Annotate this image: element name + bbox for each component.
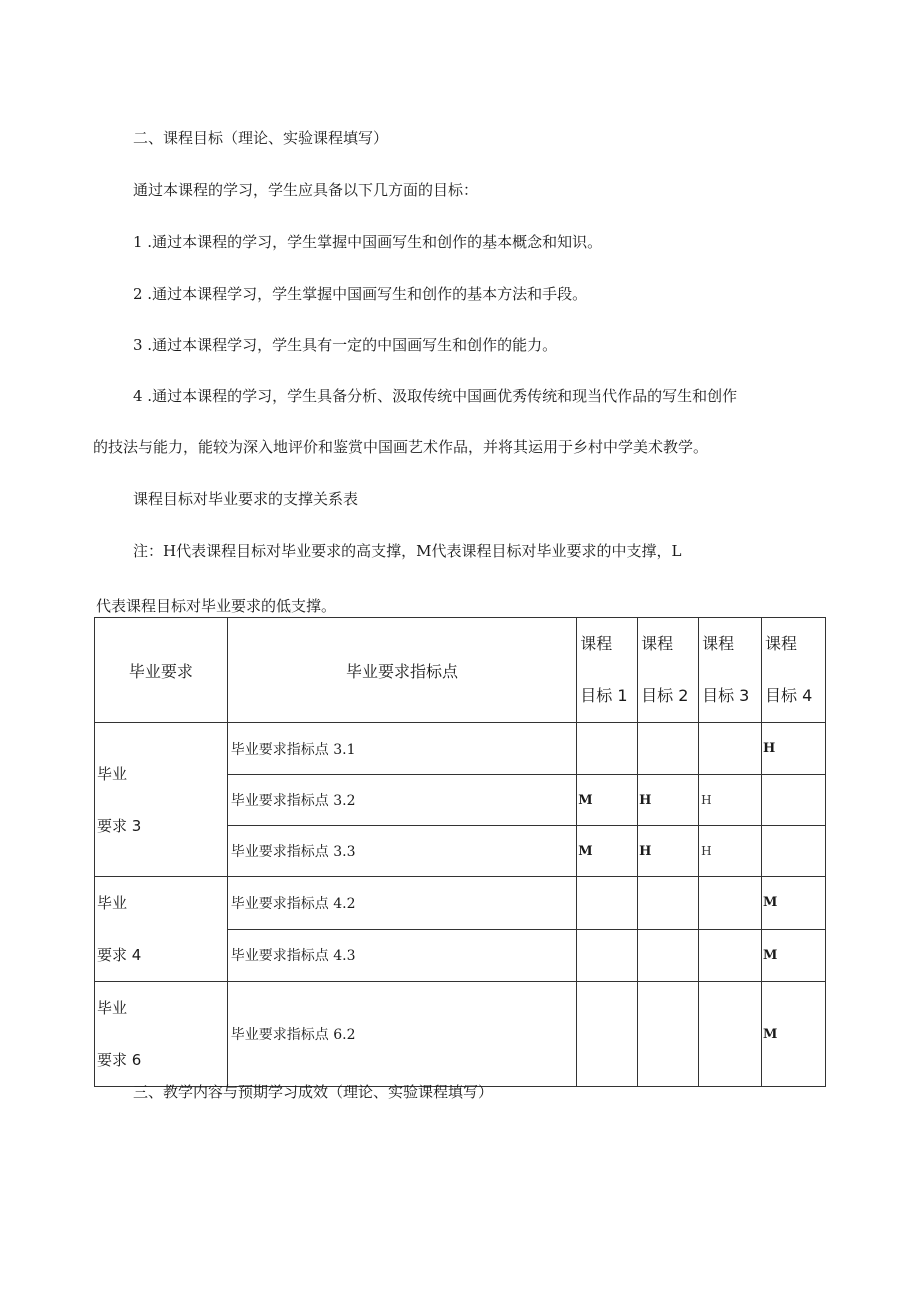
header-graduation-requirement: 毕业要求 xyxy=(95,618,228,723)
section-3-heading: 三、教学内容与预期学习成效（理论、实验课程填写） xyxy=(133,1083,494,1101)
support-relation-table xyxy=(94,617,826,1087)
mark-cell xyxy=(699,982,762,1087)
objective-2: 2 .通过本课程学习，学生掌握中国画写生和创作的基本方法和手段。 xyxy=(133,285,588,303)
header-objective-4: 课程 目标 4 xyxy=(762,618,826,723)
objective-3: 3 .通过本课程学习，学生具有一定的中国画写生和创作的能力。 xyxy=(133,336,558,354)
mark-cell: M xyxy=(577,826,638,877)
point-cell: 毕业要求指标点 3.2 xyxy=(227,775,576,826)
mark-cell: H xyxy=(699,775,762,826)
mark-cell xyxy=(762,775,826,826)
point-cell: 毕业要求指标点 6.2 xyxy=(227,982,576,1087)
table-row xyxy=(95,877,826,930)
mark-cell: H xyxy=(638,775,699,826)
mark-cell xyxy=(638,982,699,1087)
note-line-1: 注：H代表课程目标对毕业要求的高支撑，M代表课程目标对毕业要求的中支撑，L xyxy=(133,542,682,560)
mark-cell xyxy=(699,929,762,982)
header-requirement-point: 毕业要求指标点 xyxy=(227,618,576,723)
table-row xyxy=(95,982,826,1087)
mark-cell xyxy=(699,877,762,930)
mark-cell: H xyxy=(638,826,699,877)
note-line-2: 代表课程目标对毕业要求的低支撑。 xyxy=(96,597,337,615)
mark-cell xyxy=(577,929,638,982)
mark-cell: M xyxy=(762,929,826,982)
mark-cell xyxy=(577,877,638,930)
mark-cell xyxy=(762,826,826,877)
mark-cell: M xyxy=(577,775,638,826)
mark-cell: M xyxy=(762,982,826,1087)
table-header-row xyxy=(95,618,826,723)
mark-cell xyxy=(638,929,699,982)
objective-1: 1 .通过本课程的学习，学生掌握中国画写生和创作的基本概念和知识。 xyxy=(133,233,603,251)
table-row xyxy=(95,723,826,775)
mark-cell xyxy=(638,877,699,930)
mark-cell xyxy=(699,723,762,775)
group-requirement-6: 毕业 要求 6 xyxy=(95,982,228,1087)
section-2-heading: 二、课程目标（理论、实验课程填写） xyxy=(133,129,389,147)
header-objective-1: 课程 目标 1 xyxy=(577,618,638,723)
mark-cell: M xyxy=(762,877,826,930)
group-requirement-4: 毕业 要求 4 xyxy=(95,877,228,982)
mark-cell: H xyxy=(762,723,826,775)
mark-cell xyxy=(638,723,699,775)
mark-cell xyxy=(577,982,638,1087)
point-cell: 毕业要求指标点 4.3 xyxy=(227,929,576,982)
mark-cell xyxy=(577,723,638,775)
mark-cell: H xyxy=(699,826,762,877)
objective-4: 4 .通过本课程的学习，学生具备分析、汲取传统中国画优秀传统和现当代作品的写生和创作 xyxy=(133,387,738,405)
intro-text: 通过本课程的学习，学生应具备以下几方面的目标： xyxy=(133,181,479,199)
group-requirement-3: 毕业 要求 3 xyxy=(95,723,228,877)
point-cell: 毕业要求指标点 3.3 xyxy=(227,826,576,877)
point-cell: 毕业要求指标点 3.1 xyxy=(227,723,576,775)
table-title: 课程目标对毕业要求的支撑关系表 xyxy=(133,490,359,508)
objective-4-continued: 的技法与能力，能较为深入地评价和鉴赏中国画艺术作品，并将其运用于乡村中学美术教学。 xyxy=(93,438,709,456)
point-cell: 毕业要求指标点 4.2 xyxy=(227,877,576,930)
header-objective-3: 课程 目标 3 xyxy=(699,618,762,723)
header-objective-2: 课程 目标 2 xyxy=(638,618,699,723)
